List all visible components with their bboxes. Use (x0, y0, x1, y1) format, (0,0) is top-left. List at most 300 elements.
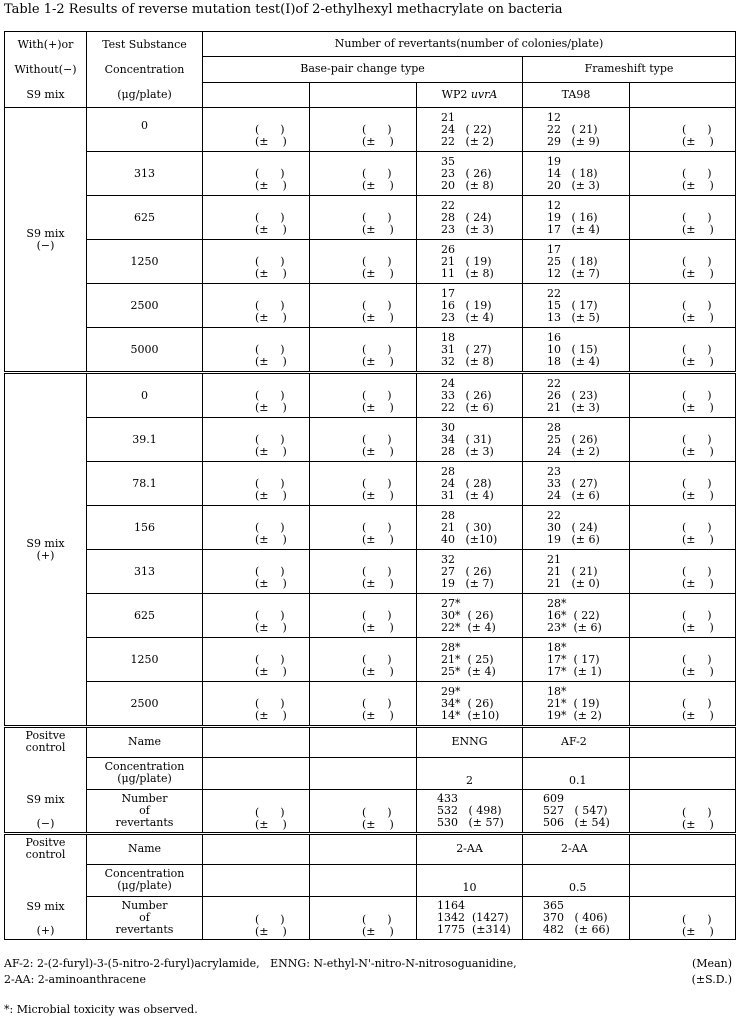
control-concentration-row (5, 757, 736, 790)
empty-cell-line: ( ) (362, 697, 392, 710)
ta98-cell-line: 16 (547, 331, 561, 344)
strain-header-ta98: TA98 (523, 82, 630, 107)
wp2-cell-line: 23 (± 4) (441, 311, 494, 324)
empty-cell-line: (± ) (362, 445, 394, 458)
concentration-value: 2500 (130, 697, 159, 710)
ta98-cell-line: 22 (547, 377, 561, 390)
empty-cell-line: (± ) (682, 533, 714, 546)
footnote-abbrev-1: AF-2: 2-(2-furyl)-3-(5-nitro-2-furyl)acrylamide, ENNG: N-ethyl-N'-nitro-N-nitrosoguanidine, (4, 957, 517, 970)
control-concentration-line: (μg/plate) (117, 772, 172, 786)
empty-cell-line: (± ) (682, 401, 714, 414)
wp2-control-concentration-value: 2 (466, 774, 473, 788)
empty-strain-cell (630, 682, 736, 727)
empty-strain-cell (310, 834, 417, 865)
control-concentration-label (87, 757, 203, 790)
wp2-cell (417, 196, 523, 240)
empty-cell-line: (± ) (255, 267, 287, 280)
empty-cell-line: (± ) (362, 817, 394, 831)
empty-cell-line: (± ) (255, 621, 287, 634)
wp2-cell (417, 108, 523, 152)
empty-cell-line: ( ) (362, 912, 392, 926)
ta98-control-concentration-value: 0.1 (569, 774, 587, 788)
table-row (5, 638, 736, 682)
wp2-cell-line: 35 (441, 155, 455, 168)
control-name-label: Name (87, 727, 203, 758)
ta98-cell-line: 22 (547, 509, 561, 522)
empty-cell-line: ( ) (362, 565, 392, 578)
ta98-cell-line: 19* (± 2) (547, 709, 602, 722)
wp2-control-cell-line: 530 (± 57) (437, 815, 504, 829)
ta98-cell-line: 20 (± 3) (547, 179, 600, 192)
empty-strain-cell (310, 418, 417, 462)
ta98-cell-line: 21 ( 21) (547, 565, 598, 578)
empty-cell-line: (± ) (255, 489, 287, 502)
wp2-cell (417, 240, 523, 284)
empty-strain-cell (630, 328, 736, 373)
ta98-cell (523, 462, 630, 506)
control-revertants-row (5, 897, 736, 940)
empty-cell-line: ( ) (362, 123, 392, 136)
empty-cell-line: ( ) (255, 343, 285, 356)
empty-strain-cell (310, 682, 417, 727)
ta98-cell-line: 12 (547, 111, 561, 124)
footnote-sd: (±S.D.) (691, 973, 732, 986)
empty-strain-cell (310, 790, 417, 834)
empty-cell-line: ( ) (682, 609, 712, 622)
empty-strain-cell (310, 328, 417, 373)
ta98-cell (523, 328, 630, 373)
wp2-control-concentration (417, 864, 523, 897)
empty-strain-cell (203, 638, 310, 682)
empty-cell-line: ( ) (362, 805, 392, 819)
empty-strain-cell (630, 284, 736, 328)
empty-strain-cell (203, 506, 310, 550)
ta98-cell-line: 22 (547, 287, 561, 300)
table-row (5, 240, 736, 284)
empty-strain-cell (310, 594, 417, 638)
empty-cell-line: (± ) (255, 355, 287, 368)
empty-cell-line: (± ) (362, 401, 394, 414)
wp2-cell-line: 21 ( 30) (441, 521, 492, 534)
wp2-cell-line: 40 (±10) (441, 533, 498, 546)
wp2-cell-line: 30 (441, 421, 455, 434)
empty-cell-line: (± ) (255, 709, 287, 722)
wp2-cell-line: 22 (± 2) (441, 135, 494, 148)
ta98-cell-line: 14 ( 18) (547, 167, 598, 180)
empty-strain-cell (203, 418, 310, 462)
control-number-line: revertants (115, 816, 174, 830)
ta98-cell-line: 12 (547, 199, 561, 212)
concentration-cell (87, 152, 203, 196)
empty-cell-line: (± ) (682, 445, 714, 458)
empty-cell-line: ( ) (682, 433, 712, 446)
ta98-control-cell (523, 897, 630, 940)
empty-cell-line: ( ) (362, 477, 392, 490)
empty-cell-line: ( ) (255, 433, 285, 446)
empty-strain-cell (310, 373, 417, 418)
empty-cell-line: (± ) (362, 223, 394, 236)
empty-cell-line: (± ) (362, 621, 394, 634)
s9-condition-line: S9 mix (26, 226, 65, 240)
ta98-cell (523, 152, 630, 196)
control-number-label (87, 790, 203, 834)
empty-strain-cell (203, 373, 310, 418)
wp2-control-cell (417, 897, 523, 940)
ta98-cell-line: 23 (547, 465, 561, 478)
positive-control-label (5, 727, 87, 834)
empty-strain-cell (203, 757, 310, 790)
ta98-cell-line: 19 (547, 155, 561, 168)
empty-cell-line: (± ) (255, 577, 287, 590)
s9-condition-line: (+) (36, 548, 55, 562)
ta98-cell-line: 10 ( 15) (547, 343, 598, 356)
control-number-line: of (139, 911, 150, 925)
empty-cell-line: ( ) (255, 653, 285, 666)
empty-strain-cell (310, 240, 417, 284)
table-row (5, 373, 736, 418)
control-concentration-label (87, 864, 203, 897)
empty-strain-cell (630, 757, 736, 790)
ta98-cell-line: 21 (547, 553, 561, 566)
table-row (5, 462, 736, 506)
wp2-cell-line: 25* (± 4) (441, 665, 496, 678)
empty-cell-line: (± ) (362, 267, 394, 280)
ta98-cell-line: 29 (± 9) (547, 135, 600, 148)
empty-strain-cell (630, 897, 736, 940)
empty-strain-cell (310, 196, 417, 240)
wp2-cell-line: 28 (± 3) (441, 445, 494, 458)
wp2-cell-line: 20 (± 8) (441, 179, 494, 192)
concentration-value: 625 (134, 211, 155, 224)
empty-strain-cell (310, 864, 417, 897)
wp2-cell-line: 24 ( 22) (441, 123, 492, 136)
ta98-cell (523, 594, 630, 638)
empty-cell-line: (± ) (362, 665, 394, 678)
empty-strain-cell (203, 462, 310, 506)
ta98-cell-line: 15 ( 17) (547, 299, 598, 312)
wp2-cell-line: 22* (± 4) (441, 621, 496, 634)
wp2-cell-line: 21 ( 19) (441, 255, 492, 268)
s9-header-line: Without(−) (14, 63, 77, 76)
s9-condition-label (5, 108, 87, 373)
empty-cell-line: ( ) (255, 123, 285, 136)
empty-strain-cell (310, 506, 417, 550)
footnote-mean: (Mean) (692, 957, 732, 970)
empty-strain-cell (630, 240, 736, 284)
positive-control-line: Positve (25, 729, 66, 742)
empty-cell-line: (± ) (255, 179, 287, 192)
empty-strain-cell (203, 550, 310, 594)
positive-control-line: (+) (36, 924, 55, 937)
empty-cell-line: (± ) (682, 924, 714, 938)
wp2-cell (417, 594, 523, 638)
ta98-cell-line: 16* ( 22) (547, 609, 600, 622)
ta98-cell (523, 284, 630, 328)
empty-cell-line: (± ) (682, 179, 714, 192)
wp2-cell-line: 32 (441, 553, 455, 566)
table-row (5, 418, 736, 462)
table-row (5, 284, 736, 328)
concentration-value: 0 (141, 119, 148, 132)
wp2-cell-line: 28 (441, 465, 455, 478)
empty-strain-cell (203, 834, 310, 865)
wp2-cell-line: 21 (441, 111, 455, 124)
control-name-row (5, 727, 736, 758)
concentration-cell (87, 682, 203, 727)
wp2-cell (417, 373, 523, 418)
concentration-value: 1250 (130, 255, 159, 268)
ta98-cell-line: 24 (± 2) (547, 445, 600, 458)
ta98-cell-line: 25 ( 26) (547, 433, 598, 446)
table-row (5, 108, 736, 152)
s9-condition-line: S9 mix (26, 536, 65, 550)
empty-strain-cell (203, 790, 310, 834)
empty-strain-cell (630, 196, 736, 240)
ta98-cell-line: 12 (± 7) (547, 267, 600, 280)
ta98-cell (523, 373, 630, 418)
ta98-cell (523, 196, 630, 240)
strain-header-wp2-italic: uvrA (470, 87, 498, 101)
empty-strain-cell (630, 462, 736, 506)
strain-header-wp2: WP2 uvrA (417, 82, 523, 107)
concentration-header-line: Test Substance (102, 38, 187, 51)
concentration-header-line: Concentration (104, 63, 185, 76)
concentration-cell (87, 462, 203, 506)
empty-cell-line: (± ) (682, 355, 714, 368)
frameshift-header: Frameshift type (523, 57, 736, 82)
empty-cell-line: (± ) (362, 179, 394, 192)
concentration-cell (87, 284, 203, 328)
empty-cell-line: (± ) (682, 577, 714, 590)
wp2-cell (417, 550, 523, 594)
wp2-cell-line: 26 (441, 243, 455, 256)
concentration-cell (87, 373, 203, 418)
wp2-control-cell (417, 790, 523, 834)
empty-cell-line: ( ) (255, 609, 285, 622)
wp2-cell (417, 418, 523, 462)
empty-cell-line: ( ) (362, 521, 392, 534)
ta98-cell-line: 18 (± 4) (547, 355, 600, 368)
empty-cell-line: (± ) (255, 223, 287, 236)
empty-cell-line: ( ) (255, 255, 285, 268)
wp2-cell-line: 22 (± 6) (441, 401, 494, 414)
control-concentration-line: Concentration (104, 760, 185, 774)
concentration-cell (87, 196, 203, 240)
wp2-cell-line: 22 (441, 199, 455, 212)
concentration-header (87, 32, 203, 108)
empty-strain-cell (203, 284, 310, 328)
empty-cell-line: ( ) (255, 912, 285, 926)
empty-strain-cell (203, 897, 310, 940)
empty-cell-line: ( ) (682, 389, 712, 402)
ta98-cell-line: 22 ( 21) (547, 123, 598, 136)
positive-control-line: (−) (36, 817, 55, 830)
empty-strain-cell (310, 757, 417, 790)
empty-cell-line: (± ) (362, 311, 394, 324)
ta98-cell (523, 682, 630, 727)
empty-cell-line: (± ) (362, 355, 394, 368)
empty-cell-line: ( ) (255, 167, 285, 180)
empty-strain-cell (630, 727, 736, 758)
empty-cell-line: (± ) (682, 135, 714, 148)
ta98-cell (523, 240, 630, 284)
empty-cell-line: ( ) (255, 565, 285, 578)
wp2-cell-line: 11 (± 8) (441, 267, 494, 280)
control-number-line: Number (121, 899, 168, 913)
wp2-control-concentration (417, 757, 523, 790)
wp2-cell-line: 34* ( 26) (441, 697, 494, 710)
empty-strain-cell (310, 152, 417, 196)
base-pair-header: Base-pair change type (203, 57, 523, 82)
ta98-cell (523, 108, 630, 152)
empty-strain-cell (203, 328, 310, 373)
empty-strain-cell (630, 594, 736, 638)
concentration-cell (87, 550, 203, 594)
empty-strain-cell (310, 727, 417, 758)
empty-cell-line: ( ) (682, 805, 712, 819)
ta98-cell-line: 18* (547, 685, 567, 698)
wp2-cell (417, 328, 523, 373)
empty-cell-line: (± ) (682, 489, 714, 502)
wp2-cell-line: 27* (441, 597, 461, 610)
wp2-cell-line: 24 ( 28) (441, 477, 492, 490)
empty-cell-line: ( ) (682, 255, 712, 268)
wp2-cell-line: 28* (441, 641, 461, 654)
empty-cell-line: ( ) (362, 211, 392, 224)
wp2-control-concentration-value: 10 (462, 881, 477, 895)
strain-header-empty (310, 82, 417, 107)
empty-strain-cell (630, 506, 736, 550)
wp2-cell-line: 31 ( 27) (441, 343, 492, 356)
ta98-cell-line: 21 (± 0) (547, 577, 600, 590)
empty-cell-line: (± ) (255, 533, 287, 546)
empty-cell-line: (± ) (682, 709, 714, 722)
empty-cell-line: ( ) (362, 609, 392, 622)
wp2-cell-line: 19 (± 7) (441, 577, 494, 590)
concentration-value: 625 (134, 609, 155, 622)
footnote-abbrev-2: 2-AA: 2-aminoanthracene (4, 973, 146, 986)
table-row (5, 506, 736, 550)
empty-cell-line: ( ) (682, 167, 712, 180)
concentration-value: 78.1 (132, 477, 157, 490)
empty-cell-line: ( ) (682, 521, 712, 534)
control-number-line: revertants (115, 923, 174, 937)
ta98-cell (523, 506, 630, 550)
ta98-cell-line: 17 (± 4) (547, 223, 600, 236)
ta98-cell-line: 28* (547, 597, 567, 610)
empty-cell-line: (± ) (682, 267, 714, 280)
ta98-cell-line: 17 (547, 243, 561, 256)
control-concentration-row (5, 864, 736, 897)
wp2-cell-line: 17 (441, 287, 455, 300)
wp2-cell-line: 29* (441, 685, 461, 698)
positive-control-line: control (25, 848, 66, 861)
ta98-cell-line: 19 ( 16) (547, 211, 598, 224)
ta98-cell-line: 13 (± 5) (547, 311, 600, 324)
ta98-control-concentration (523, 757, 630, 790)
ta98-control-cell-line: 370 ( 406) (543, 910, 608, 924)
empty-strain-cell (630, 638, 736, 682)
concentration-value: 0 (141, 389, 148, 402)
table-row (5, 550, 736, 594)
wp2-cell-line: 32 (± 8) (441, 355, 494, 368)
positive-control-line: control (25, 741, 66, 754)
wp2-control-name: 2-AA (417, 834, 523, 865)
empty-strain-cell (203, 727, 310, 758)
control-number-line: of (139, 804, 150, 818)
empty-cell-line: ( ) (255, 477, 285, 490)
empty-cell-line: ( ) (682, 653, 712, 666)
wp2-cell (417, 506, 523, 550)
wp2-cell (417, 682, 523, 727)
control-number-line: Number (121, 792, 168, 806)
wp2-control-name: ENNG (417, 727, 523, 758)
empty-strain-cell (630, 418, 736, 462)
s9-header (5, 32, 87, 108)
empty-cell-line: (± ) (255, 924, 287, 938)
wp2-cell-line: 28 ( 24) (441, 211, 492, 224)
s9-header-line: S9 mix (26, 88, 65, 101)
empty-cell-line: ( ) (682, 912, 712, 926)
empty-cell-line: (± ) (682, 621, 714, 634)
empty-cell-line: ( ) (682, 343, 712, 356)
wp2-control-cell-line: 433 (437, 791, 458, 805)
ta98-cell-line: 17* (± 1) (547, 665, 602, 678)
concentration-cell (87, 108, 203, 152)
empty-strain-cell (203, 196, 310, 240)
wp2-cell-line: 30* ( 26) (441, 609, 494, 622)
wp2-cell-line: 28 (441, 509, 455, 522)
ta98-control-name (523, 834, 630, 865)
empty-cell-line: ( ) (362, 255, 392, 268)
empty-strain-cell (630, 108, 736, 152)
empty-strain-cell (203, 682, 310, 727)
footnote-toxicity: *: Microbial toxicity was observed. (4, 1003, 198, 1016)
table-row (5, 682, 736, 727)
empty-strain-cell (203, 864, 310, 897)
ta98-control-name-text: AF-2 (561, 735, 587, 749)
positive-control-line: Positve (25, 836, 66, 849)
empty-cell-line: (± ) (682, 665, 714, 678)
control-revertants-row (5, 790, 736, 834)
wp2-cell (417, 462, 523, 506)
empty-cell-line: (± ) (255, 311, 287, 324)
wp2-cell-line: 21* ( 25) (441, 653, 494, 666)
wp2-cell-line: 14* (±10) (441, 709, 500, 722)
ta98-cell-line: 21* ( 19) (547, 697, 600, 710)
empty-cell-line: ( ) (255, 521, 285, 534)
ta98-cell-line: 21 (± 3) (547, 401, 600, 414)
ta98-cell-line: 25 ( 18) (547, 255, 598, 268)
empty-strain-cell (630, 834, 736, 865)
empty-cell-line: ( ) (362, 433, 392, 446)
revertants-header: Number of revertants(number of colonies/plate) (203, 32, 736, 57)
empty-strain-cell (310, 108, 417, 152)
concentration-value: 5000 (130, 343, 159, 356)
empty-cell-line: ( ) (682, 477, 712, 490)
empty-cell-line: ( ) (362, 389, 392, 402)
empty-cell-line: ( ) (255, 389, 285, 402)
wp2-control-cell-line: 1775 (±314) (437, 922, 511, 936)
empty-strain-cell (630, 152, 736, 196)
results-table (4, 31, 736, 940)
empty-cell-line: ( ) (682, 697, 712, 710)
empty-cell-line: (± ) (682, 817, 714, 831)
ta98-cell-line: 17* ( 17) (547, 653, 600, 666)
concentration-value: 2500 (130, 299, 159, 312)
ta98-control-cell-line: 527 ( 547) (543, 803, 608, 817)
wp2-cell (417, 638, 523, 682)
